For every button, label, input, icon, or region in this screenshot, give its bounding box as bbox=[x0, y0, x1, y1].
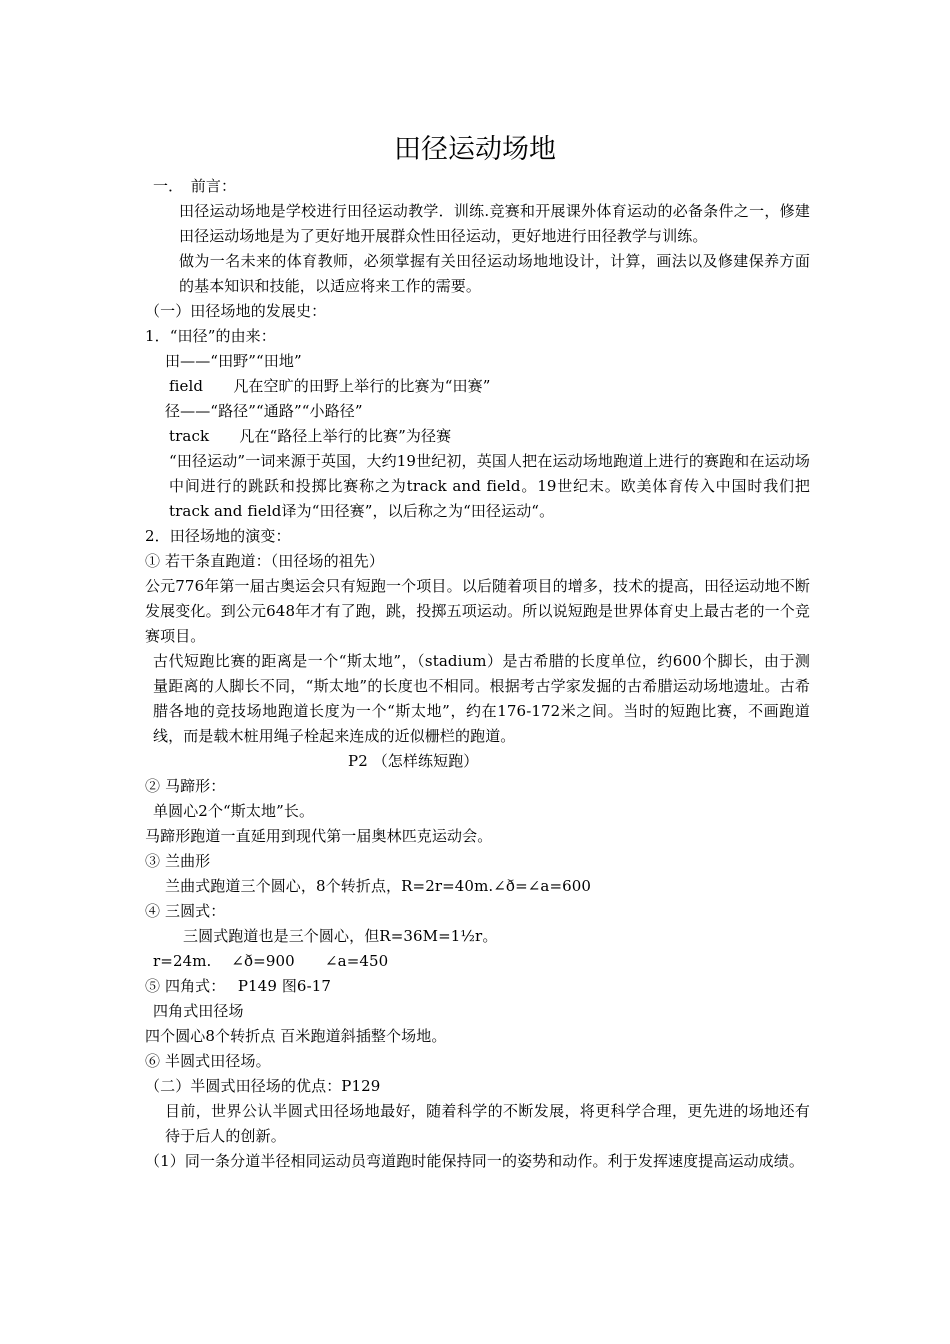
text-line: 兰曲式跑道三个圆心，8个转折点，R=2r=40m.∠ð=∠a=600 bbox=[165, 877, 592, 895]
document-body bbox=[145, 174, 810, 1174]
paragraph: （1）同一条分道半径相同运动员弯道跑时能保持同一的姿势和动作。利于发挥速度提高运动成绩。 bbox=[145, 1152, 804, 1170]
paragraph: 目前，世界公认半圆式田径场地最好，随着科学的不断发展，将更科学合理，更先进的场地还有待于后人的创新。 bbox=[165, 1102, 810, 1145]
list-item-heading: ③ 兰曲形 bbox=[145, 852, 211, 870]
page-title: 田径运动场地 bbox=[394, 134, 556, 165]
section-heading-preface: 一． 前言： bbox=[153, 177, 237, 195]
text-line: 四角式田径场 bbox=[153, 1002, 244, 1020]
subsection-heading: （二）半圆式田径场的优点：P129 bbox=[145, 1077, 381, 1095]
paragraph: 公元776年第一届古奥运会只有短跑一个项目。以后随着项目的增多，技术的提高，田径运动地不断发展变化。到公元648年才有了跑，跳，投掷五项运动。所以说短跑是世界体育史上最古老的一个竞赛项目。 bbox=[145, 577, 810, 645]
text-line: track 凡在“路径上举行的比赛”为径赛 bbox=[169, 427, 452, 445]
list-item-heading: ⑥ 半圆式田径场。 bbox=[145, 1052, 271, 1070]
text-line: 田——“田野”“田地” bbox=[165, 352, 302, 370]
numbered-heading: 1．“田径”的由来： bbox=[145, 327, 276, 345]
paragraph: “田径运动”一词来源于英国，大约19世纪初，英国人把在运动场地跑道上进行的赛跑和在运动场中间进行的跳跃和投掷比赛称之为track and field。19世纪末。欧美体育传入中国时我们把track and field译为“田径赛”，以后称之为“田径运动“。 bbox=[169, 452, 810, 520]
text-line: 三圆式跑道也是三个圆心，但R=36M=1½r。 bbox=[183, 927, 498, 945]
list-item-heading: ② 马蹄形： bbox=[145, 777, 226, 795]
text-line: 马蹄形跑道一直延用到现代第一届奥林匹克运动会。 bbox=[145, 827, 493, 845]
subsection-heading: （一）田径场地的发展史： bbox=[145, 302, 327, 320]
numbered-heading: 2．田径场地的演变： bbox=[145, 527, 291, 545]
list-item-heading: ④ 三圆式： bbox=[145, 902, 226, 920]
list-item-heading: ① 若干条直跑道：（田径场的祖先） bbox=[145, 552, 384, 570]
reference-note: P2 （怎样练短跑） bbox=[348, 752, 479, 770]
paragraph: 古代短跑比赛的距离是一个“斯太地”，（stadium）是古希腊的长度单位，约600个脚长，由于测量距离的人脚长不同，“斯太地”的长度也不相同。根据考古学家发掘的古希腊运动场地遗址。古希腊各地的竞技场地跑道长度为一个“斯太地”，约在176-172米之间。当时的短跑比赛，不画跑道线，而是载木桩用绳子栓起来连成的近似栅栏的跑道。 bbox=[153, 652, 810, 745]
text-line: r=24m. ∠ð=900 ∠a=450 bbox=[153, 952, 389, 970]
text-line: 单圆心2个“斯太地”长。 bbox=[153, 802, 315, 820]
text-line: 四个圆心8个转折点 百米跑道斜插整个场地。 bbox=[145, 1027, 447, 1045]
list-item-heading: ⑤ 四角式： P149 图6-17 bbox=[145, 977, 332, 995]
text-line: field 凡在空旷的田野上举行的比赛为“田赛” bbox=[169, 377, 491, 395]
paragraph: 田径运动场地是学校进行田径运动教学．训练.竞赛和开展课外体育运动的必备条件之一，修建田径运动场地是为了更好地开展群众性田径运动，更好地进行田径教学与训练。 bbox=[179, 202, 810, 245]
paragraph: 做为一名未来的体育教师，必须掌握有关田径运动场地地设计，计算，画法以及修建保养方面的基本知识和技能，以适应将来工作的需要。 bbox=[179, 252, 810, 295]
text-line: 径——“路径”“通路”“小路径” bbox=[165, 402, 363, 420]
